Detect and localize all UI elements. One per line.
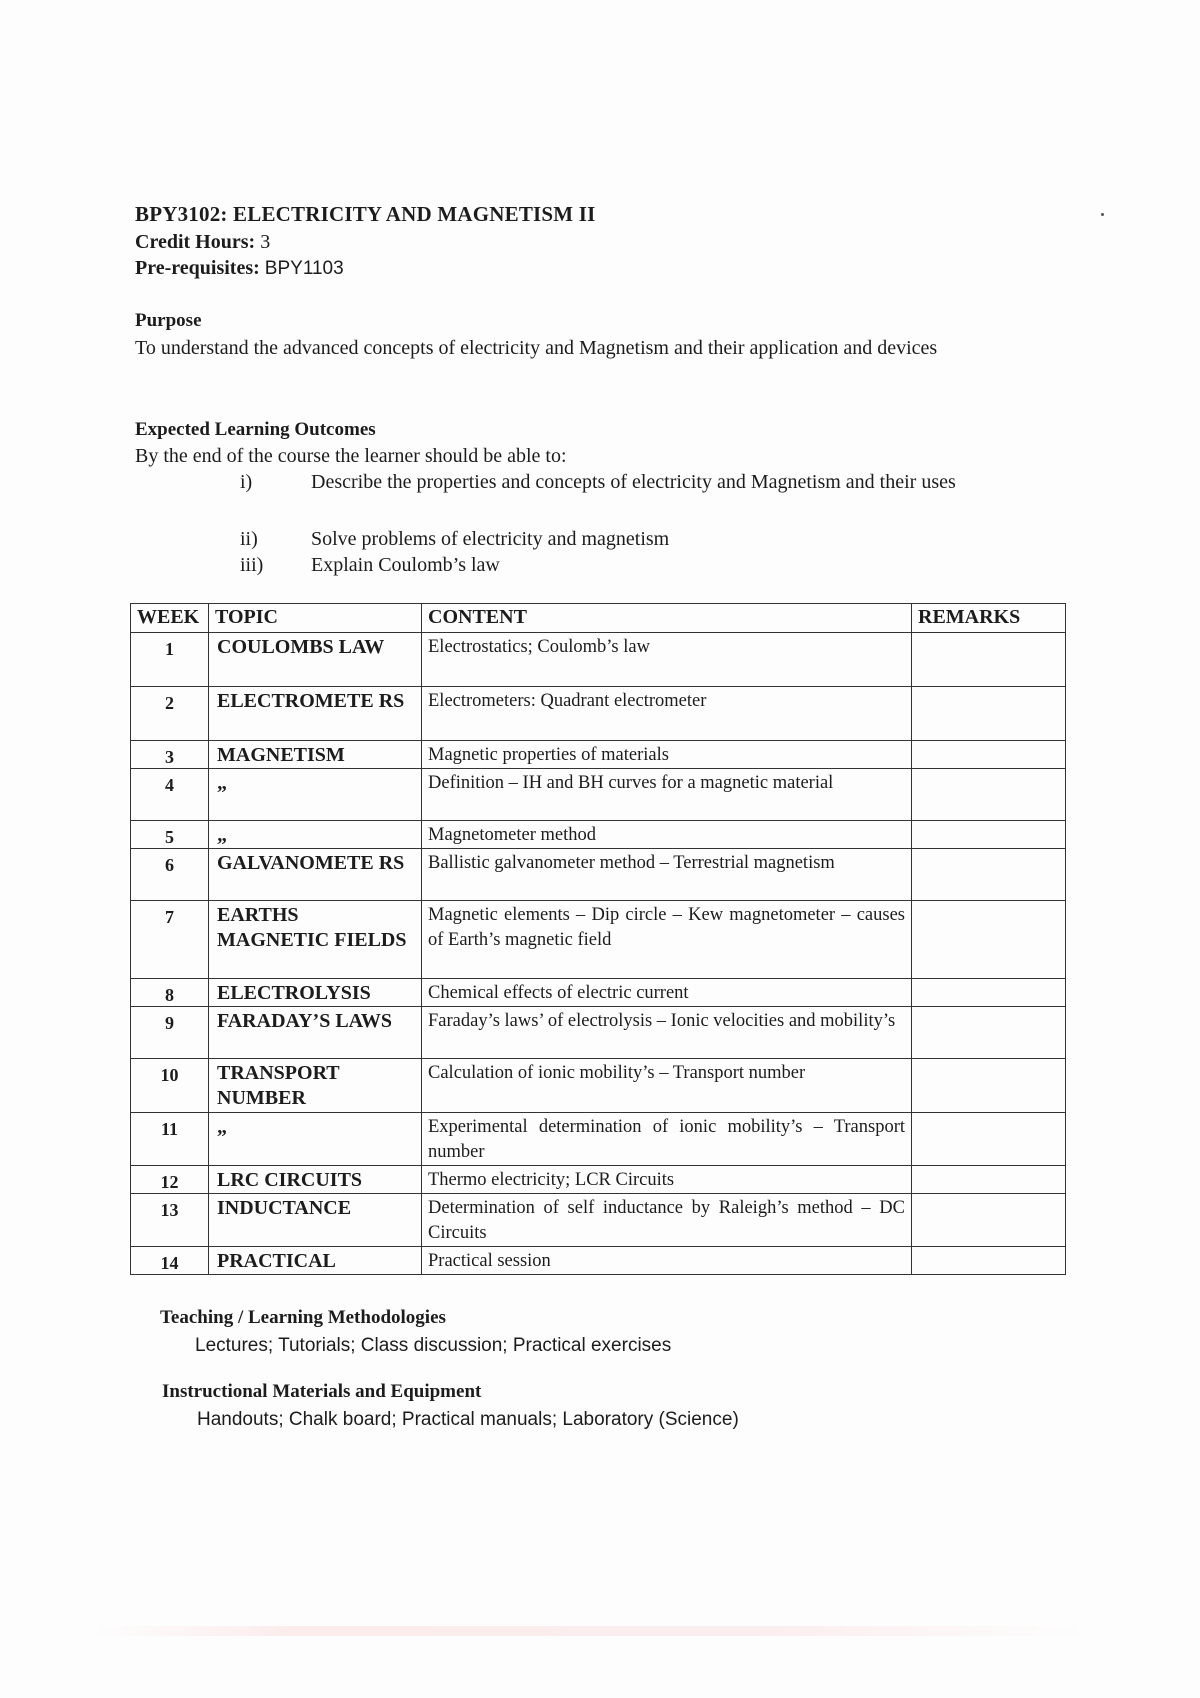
week-cell: 5 bbox=[131, 821, 209, 849]
table-row bbox=[131, 1007, 1066, 1059]
table-row bbox=[131, 1247, 1066, 1275]
remarks-cell bbox=[912, 1059, 1066, 1113]
scan-smudge bbox=[95, 1626, 1085, 1636]
outcome-item bbox=[240, 470, 1060, 495]
week-cell: 2 bbox=[131, 687, 209, 741]
outcome-text: Describe the properties and concepts of electricity and Magnetism and their uses bbox=[311, 471, 956, 493]
credit-hours-value: 3 bbox=[260, 231, 271, 253]
table-row bbox=[131, 821, 1066, 849]
outcome-text: Explain Coulomb’s law bbox=[311, 554, 500, 576]
content-cell: Experimental determination of ionic mobility’s – Transport number bbox=[422, 1113, 912, 1166]
topic-cell: „ bbox=[209, 1113, 422, 1166]
content-cell: Calculation of ionic mobility’s – Transport number bbox=[422, 1059, 912, 1113]
content-cell: Chemical effects of electric current bbox=[422, 979, 912, 1007]
topic-cell: LRC CIRCUITS bbox=[209, 1166, 422, 1194]
course-title: BPY3102: ELECTRICITY AND MAGNETISM II bbox=[135, 202, 596, 226]
topic-cell: „ bbox=[209, 821, 422, 849]
content-cell: Practical session bbox=[422, 1247, 912, 1275]
outcome-number: i) bbox=[240, 471, 253, 493]
outcome-item bbox=[240, 553, 1060, 578]
topic-cell: „ bbox=[209, 769, 422, 821]
remarks-cell bbox=[912, 1247, 1066, 1275]
remarks-cell bbox=[912, 741, 1066, 769]
table-row bbox=[131, 633, 1066, 687]
methodologies-heading: Teaching / Learning Methodologies bbox=[160, 1307, 446, 1328]
credit-hours-line bbox=[135, 231, 270, 254]
topic-cell: PRACTICAL bbox=[209, 1247, 422, 1275]
week-cell: 7 bbox=[131, 901, 209, 979]
outcome-text: Solve problems of electricity and magnetism bbox=[311, 528, 670, 550]
prerequisites-line bbox=[135, 257, 344, 280]
outcome-number: iii) bbox=[240, 554, 264, 576]
table-row bbox=[131, 769, 1066, 821]
remarks-cell bbox=[912, 1113, 1066, 1166]
content-cell: Faraday’s laws’ of electrolysis – Ionic velocities and mobility’s bbox=[422, 1007, 912, 1059]
content-cell: Magnetometer method bbox=[422, 821, 912, 849]
outcomes-heading: Expected Learning Outcomes bbox=[135, 419, 376, 440]
content-column-header: CONTENT bbox=[422, 604, 912, 633]
content-cell: Definition – IH and BH curves for a magnetic material bbox=[422, 769, 912, 821]
materials-heading: Instructional Materials and Equipment bbox=[162, 1381, 482, 1402]
topic-column-header: TOPIC bbox=[209, 604, 422, 633]
week-cell: 6 bbox=[131, 849, 209, 901]
remarks-cell bbox=[912, 849, 1066, 901]
outcomes-intro: By the end of the course the learner should be able to: bbox=[135, 445, 567, 467]
prerequisites-value: BPY1103 bbox=[264, 258, 344, 279]
remarks-cell bbox=[912, 821, 1066, 849]
prerequisites-label: Pre-requisites: bbox=[135, 257, 260, 279]
content-cell: Electrostatics; Coulomb’s law bbox=[422, 633, 912, 687]
week-cell: 3 bbox=[131, 741, 209, 769]
credit-hours-label: Credit Hours: bbox=[135, 231, 256, 253]
remarks-cell bbox=[912, 901, 1066, 979]
table-header-row bbox=[131, 604, 1066, 633]
topic-cell: ELECTROMETE RS bbox=[209, 687, 422, 741]
topic-cell: ELECTROLYSIS bbox=[209, 979, 422, 1007]
week-cell: 8 bbox=[131, 979, 209, 1007]
table-row bbox=[131, 1059, 1066, 1113]
topic-cell: COULOMBS LAW bbox=[209, 633, 422, 687]
week-column-header: WEEK bbox=[131, 604, 209, 633]
table-row bbox=[131, 1166, 1066, 1194]
table-row bbox=[131, 1113, 1066, 1166]
week-cell: 11 bbox=[131, 1113, 209, 1166]
remarks-cell bbox=[912, 1166, 1066, 1194]
week-cell: 1 bbox=[131, 633, 209, 687]
table-row bbox=[131, 901, 1066, 979]
table-row bbox=[131, 741, 1066, 769]
course-schedule-table bbox=[130, 603, 1066, 1275]
outcome-number: ii) bbox=[240, 528, 258, 550]
purpose-heading: Purpose bbox=[135, 310, 202, 331]
remarks-cell bbox=[912, 1194, 1066, 1247]
table-row bbox=[131, 687, 1066, 741]
remarks-cell bbox=[912, 979, 1066, 1007]
content-cell: Thermo electricity; LCR Circuits bbox=[422, 1166, 912, 1194]
outcome-item bbox=[240, 527, 1060, 552]
remarks-cell bbox=[912, 769, 1066, 821]
remarks-cell bbox=[912, 633, 1066, 687]
topic-cell: EARTHS MAGNETIC FIELDS bbox=[209, 901, 422, 979]
topic-cell: GALVANOMETE RS bbox=[209, 849, 422, 901]
topic-cell: TRANSPORT NUMBER bbox=[209, 1059, 422, 1113]
week-cell: 14 bbox=[131, 1247, 209, 1275]
content-cell: Magnetic properties of materials bbox=[422, 741, 912, 769]
content-cell: Determination of self inductance by Raleigh’s method – DC Circuits bbox=[422, 1194, 912, 1247]
methodologies-text: Lectures; Tutorials; Class discussion; Practical exercises bbox=[195, 1335, 672, 1356]
week-cell: 10 bbox=[131, 1059, 209, 1113]
week-cell: 4 bbox=[131, 769, 209, 821]
topic-cell: INDUCTANCE bbox=[209, 1194, 422, 1247]
purpose-text: To understand the advanced concepts of electricity and Magnetism and their application and devices bbox=[135, 337, 938, 359]
scan-speck bbox=[1101, 213, 1104, 216]
table-row bbox=[131, 849, 1066, 901]
content-cell: Electrometers: Quadrant electrometer bbox=[422, 687, 912, 741]
remarks-cell bbox=[912, 687, 1066, 741]
remarks-cell bbox=[912, 1007, 1066, 1059]
table-row bbox=[131, 979, 1066, 1007]
week-cell: 9 bbox=[131, 1007, 209, 1059]
materials-text: Handouts; Chalk board; Practical manuals; Laboratory (Science) bbox=[197, 1409, 739, 1430]
remarks-column-header: REMARKS bbox=[912, 604, 1066, 633]
table-row bbox=[131, 1194, 1066, 1247]
topic-cell: FARADAY’S LAWS bbox=[209, 1007, 422, 1059]
content-cell: Ballistic galvanometer method – Terrestrial magnetism bbox=[422, 849, 912, 901]
week-cell: 13 bbox=[131, 1194, 209, 1247]
topic-cell: MAGNETISM bbox=[209, 741, 422, 769]
content-cell: Magnetic elements – Dip circle – Kew magnetometer – causes of Earth’s magnetic field bbox=[422, 901, 912, 979]
week-cell: 12 bbox=[131, 1166, 209, 1194]
